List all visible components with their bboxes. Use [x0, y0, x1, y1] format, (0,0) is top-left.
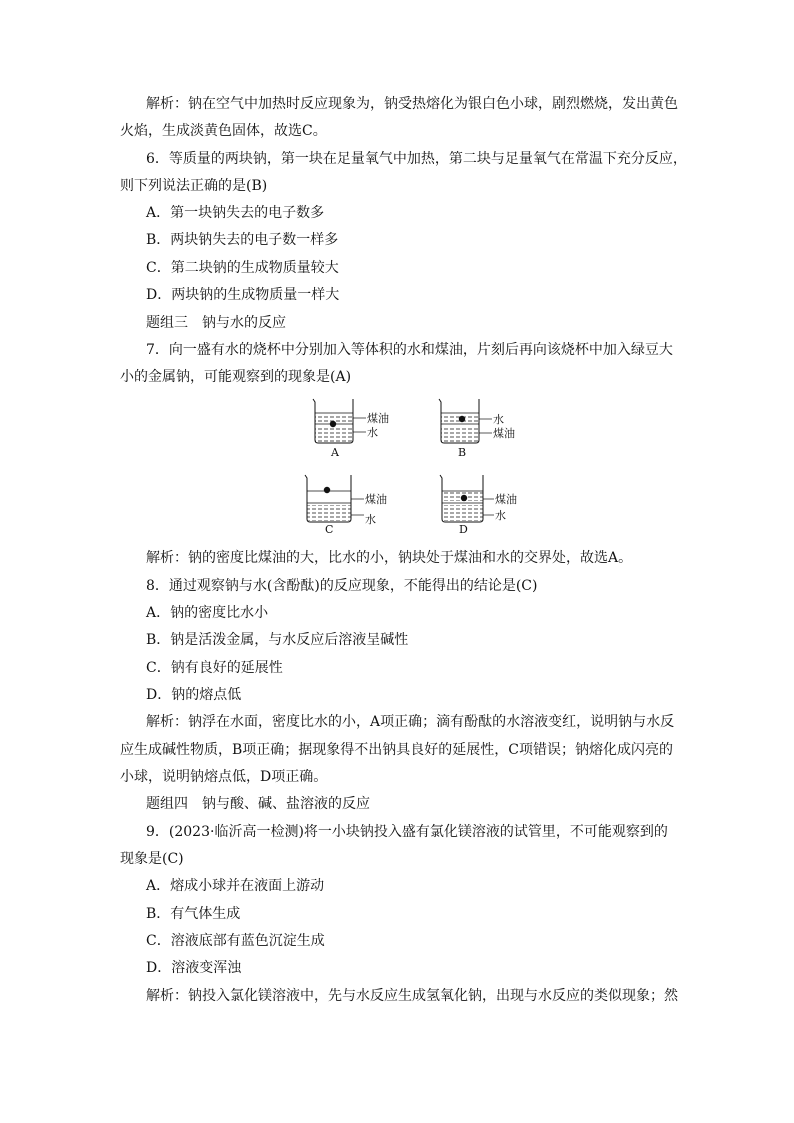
beaker-diagram [300, 395, 530, 533]
question-6-stem-line-1: 6．等质量的两块钠，第一块在足量氧气中加热，第二块与足量氧气在常温下充分反应， [146, 151, 687, 167]
beaker-options-figure [300, 395, 530, 533]
question-7-stem-line-1: 7．向一盛有水的烧杯中分别加入等体积的水和煤油，片刻后再向该烧杯中加入绿豆大 [146, 342, 673, 358]
analysis-8-line-2: 应生成碱性物质，B项正确；据现象得不出钠具良好的延展性，C项错误；钠熔化成闪亮的 [120, 742, 673, 758]
analysis-9-line-1: 解析：钠投入氯化镁溶液中，先与水反应生成氢氧化钠，出现与水反应的类似现象；然 [146, 988, 678, 1004]
beaker-a-bottom-label: 水 [367, 426, 378, 439]
question-9-option-c: C．溶液底部有蓝色沉淀生成 [146, 933, 325, 949]
question-8-option-b: B．钠是活泼金属，与水反应后溶液呈碱性 [146, 632, 409, 648]
beaker-d [440, 475, 517, 533]
analysis-5-line-1: 解析：钠在空气中加热时反应现象为，钠受热熔化为银白色小球，剧烈燃烧，发出黄色 [146, 96, 678, 112]
beaker-c-bottom-label: 水 [365, 513, 376, 526]
question-6-stem-line-2: 则下列说法正确的是(B) [120, 178, 268, 194]
beaker-a [313, 399, 389, 459]
beaker-b-top-label: 水 [493, 413, 504, 426]
question-9-option-b: B．有气体生成 [146, 906, 241, 922]
question-6-option-a: A．第一块钠失去的电子数多 [146, 205, 325, 221]
beaker-c-letter: C [325, 523, 334, 533]
beaker-b-bottom-label: 煤油 [493, 427, 515, 440]
analysis-7: 解析：钠的密度比煤油的大，比水的小，钠块处于煤油和水的交界处，故选A。 [146, 550, 633, 566]
question-8-stem: 8．通过观察钠与水(含酚酞)的反应现象，不能得出的结论是(C) [146, 578, 538, 594]
beaker-c [305, 475, 387, 533]
question-9-stem-line-1: 9．(2023·临沂高一检测)将一小块钠投入盛有氯化镁溶液的试管里，不可能观察到的 [146, 824, 668, 840]
question-6-option-d: D．两块钠的生成物质量一样大 [146, 287, 340, 303]
question-9-stem-line-2: 现象是(C) [120, 851, 184, 867]
beaker-c-top-label: 煤油 [365, 493, 387, 506]
question-7-stem-line-2: 小的金属钠，可能观察到的现象是(A) [120, 369, 352, 385]
beaker-b [439, 399, 515, 459]
beaker-d-top-label: 煤油 [495, 493, 517, 506]
analysis-5-line-2: 火焰，生成淡黄色固体，故选C。 [120, 123, 327, 139]
question-8-option-c: C．钠有良好的延展性 [146, 660, 283, 676]
beaker-b-letter: B [458, 446, 467, 459]
question-9-option-d: D．溶液变浑浊 [146, 960, 242, 976]
analysis-8-line-1: 解析：钠浮在水面，密度比水的小，A项正确；滴有酚酞的水溶液变红，说明钠与水反 [146, 714, 675, 730]
question-9-option-a: A．熔成小球并在液面上游动 [146, 878, 325, 894]
question-8-option-a: A．钠的密度比水小 [146, 605, 269, 621]
analysis-8-line-3: 小球，说明钠熔点低，D项正确。 [120, 769, 328, 785]
question-8-option-d: D．钠的熔点低 [146, 687, 242, 703]
section-heading-4: 题组四 钠与酸、碱、盐溶液的反应 [146, 796, 370, 812]
section-heading-3: 题组三 钠与水的反应 [146, 315, 286, 331]
beaker-d-letter: D [459, 523, 468, 533]
question-6-option-b: B．两块钠失去的电子数一样多 [146, 232, 339, 248]
beaker-a-top-label: 煤油 [367, 412, 389, 425]
beaker-a-letter: A [331, 446, 339, 459]
question-6-option-c: C．第二块钠的生成物质量较大 [146, 260, 339, 276]
beaker-d-bottom-label: 水 [495, 509, 506, 522]
